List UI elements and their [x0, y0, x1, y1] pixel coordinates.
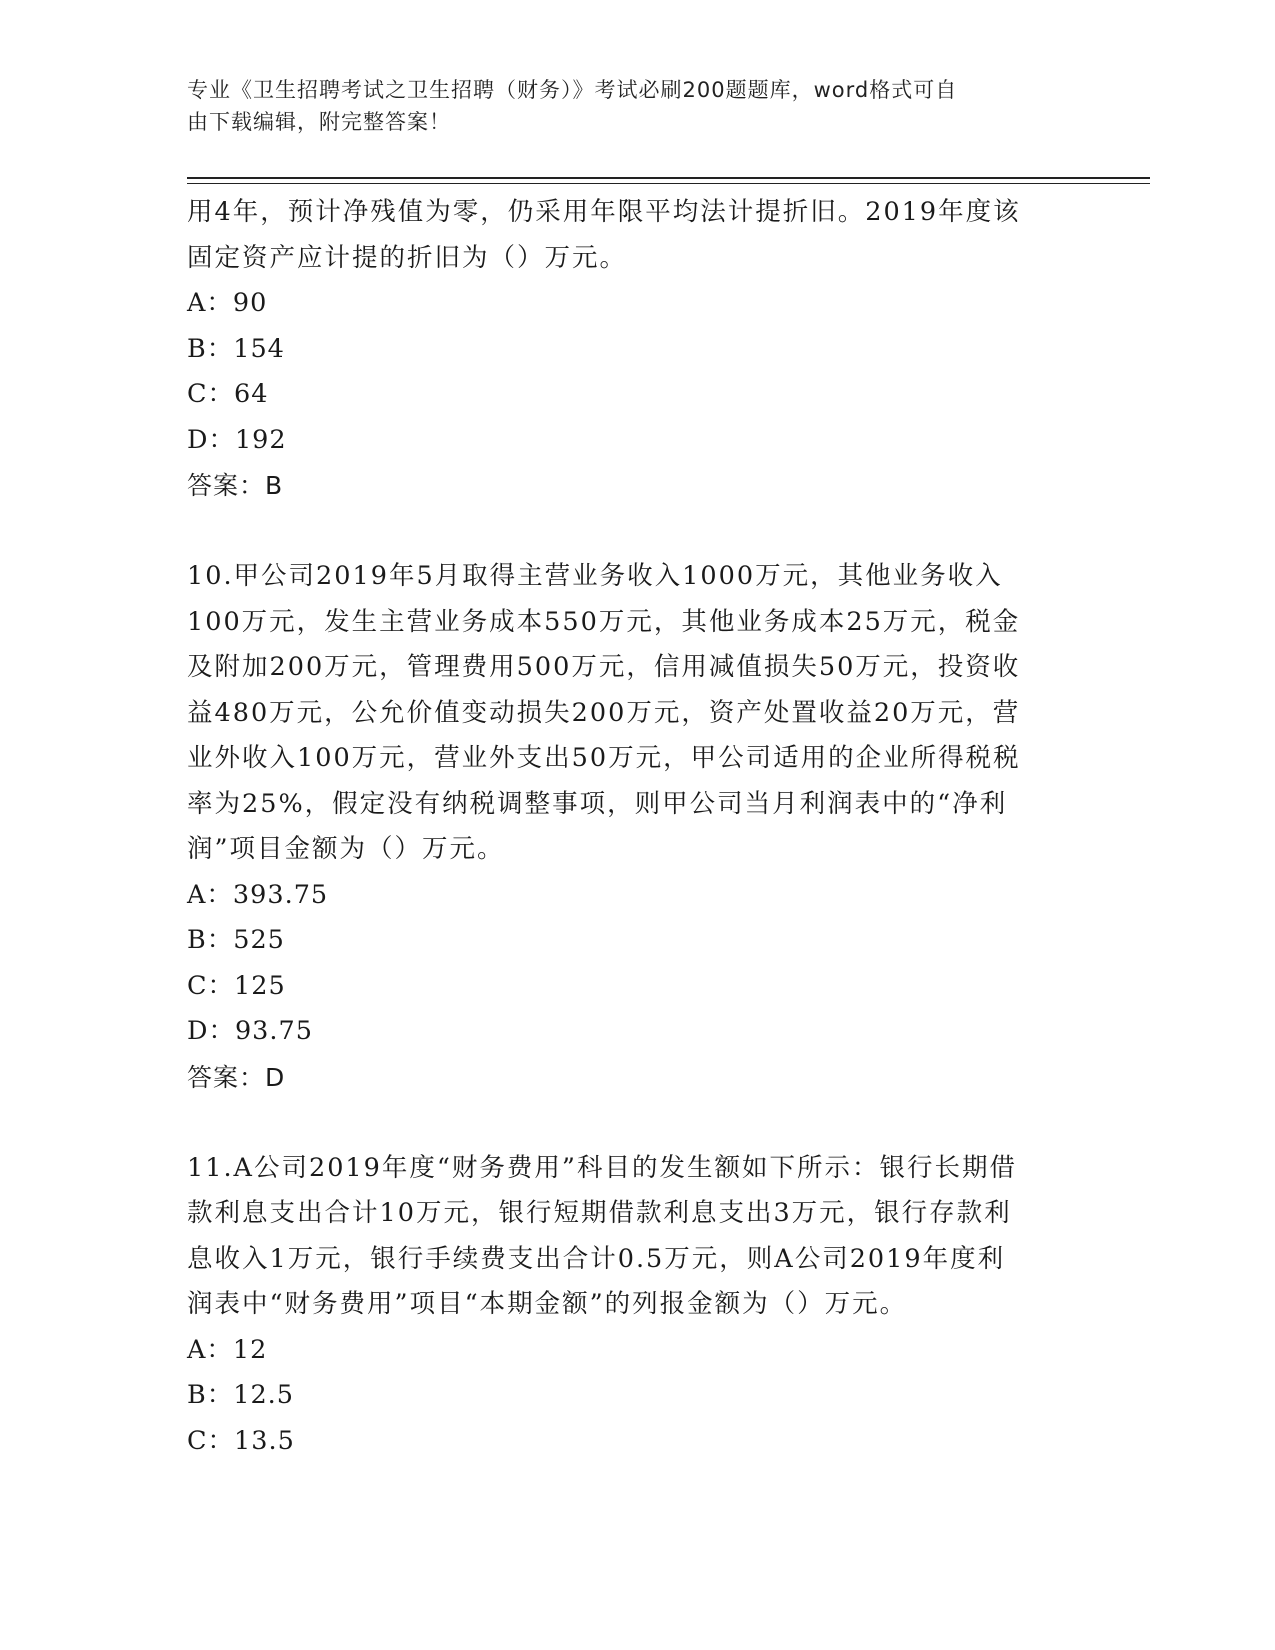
- answer-line: 答案：B: [187, 471, 284, 500]
- option-d: D：93.75: [187, 1016, 313, 1046]
- option-a: A：90: [187, 288, 268, 318]
- option-b: B：154: [187, 333, 285, 364]
- option-a: A：12: [187, 1334, 268, 1365]
- question-stem-line: 10.甲公司2019年5月取得主营业务收入1000万元，其他业务收入: [187, 561, 1003, 591]
- question-stem-line: 11.A公司2019年度“财务费用”科目的发生额如下所示：银行长期借: [187, 1152, 1017, 1183]
- question-stem-line: 润”项目金额为（）万元。: [187, 834, 505, 864]
- question-stem-line: 及附加200万元，管理费用500万元，信用减值损失50万元，投资收: [187, 652, 1021, 682]
- option-c: C：64: [187, 379, 269, 409]
- question-stem-line: 用4年，预计净残值为零，仍采用年限平均法计提折旧。2019年度该: [187, 197, 1021, 227]
- option-c: C：125: [187, 970, 286, 1001]
- question-stem-line: 润表中“财务费用”项目“本期金额”的列报金额为（）万元。: [187, 1289, 908, 1319]
- option-a: A：393.75: [187, 879, 329, 910]
- question-stem-line: 固定资产应计提的折旧为（）万元。: [187, 242, 628, 273]
- spacer: [187, 1100, 1087, 1146]
- header-divider-thin: [187, 183, 1150, 184]
- header-divider-thick: [187, 177, 1150, 179]
- question-10: [187, 554, 1087, 1100]
- answer-line: 答案：D: [187, 1062, 286, 1092]
- option-c: C：13.5: [187, 1425, 295, 1456]
- spacer: [187, 509, 1087, 555]
- question-9: [187, 190, 1087, 509]
- question-stem-line: 100万元，发生主营业务成本550万元，其他业务成本25万元，税金: [187, 606, 1021, 637]
- option-b: B：12.5: [187, 1380, 295, 1410]
- option-d: D：192: [187, 424, 287, 455]
- question-stem-line: 业外收入100万元，营业外支出50万元，甲公司适用的企业所得税税: [187, 743, 1021, 773]
- option-b: B：525: [187, 925, 285, 955]
- question-stem-line: 款利息支出合计10万元，银行短期借款利息支出3万元，银行存款利: [187, 1198, 1012, 1228]
- document-body: [187, 190, 1087, 1464]
- question-11: [187, 1146, 1087, 1465]
- question-stem-line: 益480万元，公允价值变动损失200万元，资产处置收益20万元，营: [187, 697, 1021, 728]
- question-stem-line: 率为25%，假定没有纳税调整事项，则甲公司当月利润表中的“净利: [187, 788, 1008, 819]
- question-stem-line: 息收入1万元，银行手续费支出合计0.5万元，则A公司2019年度利: [187, 1243, 1006, 1274]
- header-title-line-2: 由下载编辑，附完整答案！: [187, 110, 451, 134]
- header-title-line-1: 专业《卫生招聘考试之卫生招聘（财务）》考试必刷200题题库，word格式可自: [187, 78, 958, 102]
- document-header: [187, 74, 1067, 138]
